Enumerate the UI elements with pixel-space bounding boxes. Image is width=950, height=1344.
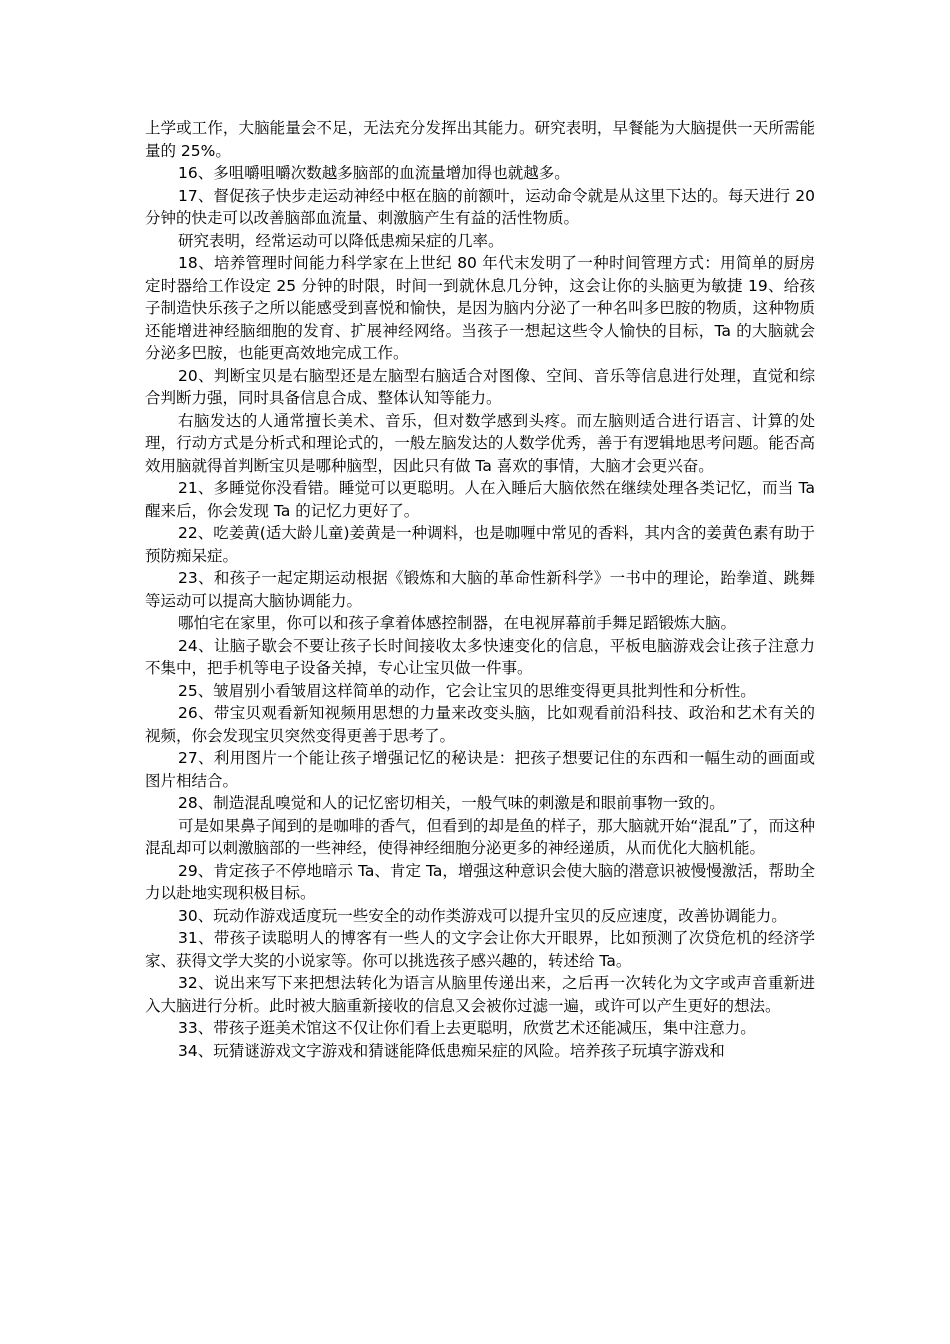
paragraph: 31、带孩子读聪明人的博客有一些人的文字会让你大开眼界，比如预测了次贷危机的经济学家、获得文学大奖的小说家等。你可以挑选孩子感兴趣的，转述给 Ta。 (145, 929, 815, 970)
paragraph: 33、带孩子逛美术馆这不仅让你们看上去更聪明，欣赏艺术还能减压，集中注意力。 (178, 1019, 756, 1037)
paragraph: 上学或工作，大脑能量会不足，无法充分发挥出其能力。研究表明，早餐能为大脑提供一天所需能量的 25%。 (145, 119, 815, 160)
paragraph: 18、培养管理时间能力科学家在上世纪 80 年代末发明了一种时间管理方式：用简单的厨房定时器给工作设定 25 分钟的时限，时间一到就休息几分钟，这会让你的头脑更为敏捷 19、给孩子制造快乐孩子之所以能感受到喜悦和愉快，是因为脑内分泌了一种名叫多巴胺的物质，这种物质还能增进神经脑细胞的发育、扩展神经网络。当孩子一想起这些令人愉快的目标，Ta 的大脑就会分泌多巴胺，也能更高效地完成工作。 (145, 254, 815, 362)
document-body (145, 117, 815, 1062)
paragraph: 32、说出来写下来把想法转化为语言从脑里传递出来，之后再一次转化为文字或声音重新进入大脑进行分析。此时被大脑重新接收的信息又会被你过滤一遍，或许可以产生更好的想法。 (145, 974, 815, 1015)
paragraph: 29、肯定孩子不停地暗示 Ta、肯定 Ta，增强这种意识会使大脑的潜意识被慢慢激活，帮助全力以赴地实现积极目标。 (145, 861, 815, 902)
paragraph: 24、让脑子歇会不要让孩子长时间接收太多快速变化的信息，平板电脑游戏会让孩子注意力不集中，把手机等电子设备关掉，专心让宝贝做一件事。 (145, 636, 815, 677)
paragraph: 17、督促孩子快步走运动神经中枢在脑的前额叶，运动命令就是从这里下达的。每天进行 20 分钟的快走可以改善脑部血流量、刺激脑产生有益的活性物质。 (145, 186, 815, 227)
paragraph: 22、吃姜黄(适大龄儿童)姜黄是一种调料，也是咖喱中常见的香料，其内含的姜黄色素有助于预防痴呆症。 (145, 524, 815, 565)
paragraph: 16、多咀嚼咀嚼次数越多脑部的血流量增加得也就越多。 (178, 164, 570, 182)
paragraph: 28、制造混乱嗅觉和人的记忆密切相关，一般气味的刺激是和眼前事物一致的。 (178, 794, 725, 812)
paragraph: 26、带宝贝观看新知视频用思想的力量来改变头脑，比如观看前沿科技、政治和艺术有关的视频，你会发现宝贝突然变得更善于思考了。 (145, 704, 815, 745)
paragraph: 可是如果鼻子闻到的是咖啡的香气，但看到的却是鱼的样子，那大脑就开始“混乱”了，而这种混乱却可以刺激脑部的一些神经，使得神经细胞分泌更多的神经递质，从而优化大脑机能。 (145, 816, 815, 857)
paragraph: 27、利用图片一个能让孩子增强记忆的秘诀是：把孩子想要记住的东西和一幅生动的画面或图片相结合。 (145, 749, 815, 790)
paragraph: 研究表明，经常运动可以降低患痴呆症的几率。 (178, 231, 504, 250)
paragraph: 哪怕宅在家里，你可以和孩子拿着体感控制器，在电视屏幕前手舞足蹈锻炼大脑。 (178, 614, 737, 632)
paragraph: 25、皱眉别小看皱眉这样简单的动作，它会让宝贝的思维变得更具批判性和分析性。 (178, 681, 756, 700)
paragraph: 21、多睡觉你没看错。睡觉可以更聪明。人在入睡后大脑依然在继续处理各类记忆，而当 Ta 醒来后，你会发现 Ta 的记忆力更好了。 (145, 479, 815, 520)
paragraph: 23、和孩子一起定期运动根据《锻炼和大脑的革命性新科学》一书中的理论，跆拳道、跳舞等运动可以提高大脑协调能力。 (145, 569, 815, 610)
paragraph: 30、玩动作游戏适度玩一些安全的动作类游戏可以提升宝贝的反应速度，改善协调能力。 (178, 906, 787, 925)
paragraph: 20、判断宝贝是右脑型还是左脑型右脑适合对图像、空间、音乐等信息进行处理，直觉和综合判断力强，同时具备信息合成、整体认知等能力。 (145, 366, 815, 407)
paragraph: 右脑发达的人通常擅长美术、音乐，但对数学感到头疼。而左脑则适合进行语言、计算的处理，行动方式是分析式和理论式的，一般左脑发达的人数学优秀，善于有逻辑地思考问题。能否高效用脑就得首判断宝贝是哪种脑型，因此只有做 Ta 喜欢的事情，大脑才会更兴奋。 (145, 411, 815, 475)
paragraph: 34、玩猜谜游戏文字游戏和猜谜能降低患痴呆症的风险。培养孩子玩填字游戏和 (178, 1041, 725, 1060)
